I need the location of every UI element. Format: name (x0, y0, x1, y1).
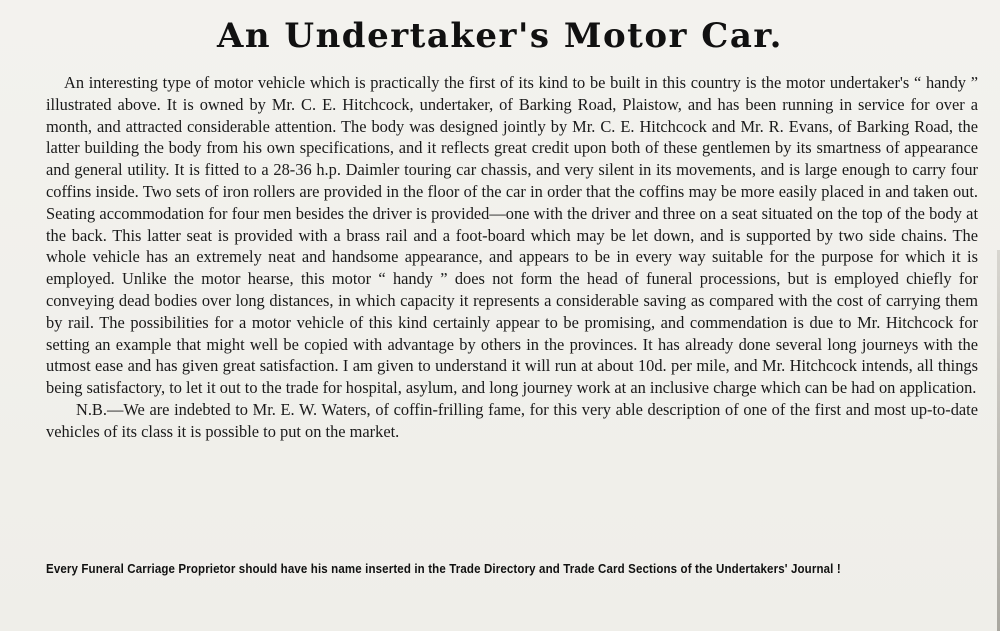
footer-notice: Every Funeral Carriage Proprietor should have his name inserted in the Trade Directory and Trade Card Sections of the Undertakers' Journal ! (46, 561, 841, 576)
article-paragraph-1: An interesting type of motor vehicle which is practically the first of its kind to be built in this country is the motor undertaker's “ handy ” illustrated above. It is owned by Mr. C. E. Hitchcock, undertaker, of Barking Road, Plaistow, and has been running in service for over a month, and attracted considerable attention. The body was designed jointly by Mr. C. E. Hitchcock and Mr. R. Evans, of Barking Road, the latter building the body from his own specifications, and it reflects great credit upon both of these gentlemen by its smartness of appearance and general utility. It is fitted to a 28-36 h.p. Daimler touring car chassis, and very silent in its movements, and is large enough to carry four coffins inside. Two sets of iron rollers are provided in the floor of the car in order that the coffins may be more easily placed in and taken out. Seating accommodation for four men besides the driver is provided—one with the driver and three on a seat situated on the top of the body at the back. This latter seat is provided with a brass rail and a foot-board which may be let down, and is supported by two side chains. The whole vehicle has an extremely neat and handsome appearance, and appears to be in every way suitable for the purpose for which it is employed. Unlike the motor hearse, this motor “ handy ” does not form the head of funeral processions, but is employed chiefly for conveying dead bodies over long distances, in which capacity it represents a considerable saving as compared with the cost of carrying them by rail. The possibilities for a motor vehicle of this kind certainly appear to be promising, and commendation is due to Mr. Hitchcock for setting an example that might well be copied with advantage by others in the provinces. It has already done several long journeys with the utmost ease and has given great satisfaction. I am given to understand it will run at about 10d. per mile, and Mr. Hitchcock intends, all things being satisfactory, to let it out to the trade for hospital, asylum, and long journey work at an inclusive charge which can be had on application. (46, 73, 978, 398)
article-paragraph-2: N.B.—We are indebted to Mr. E. W. Waters, of coffin-frilling fame, for this very able description of one of the first and most up-to-date vehicles of its class it is possible to put on the market. (46, 399, 978, 441)
article-body (46, 72, 978, 443)
article-title: An Undertaker's Motor Car. (216, 16, 784, 56)
